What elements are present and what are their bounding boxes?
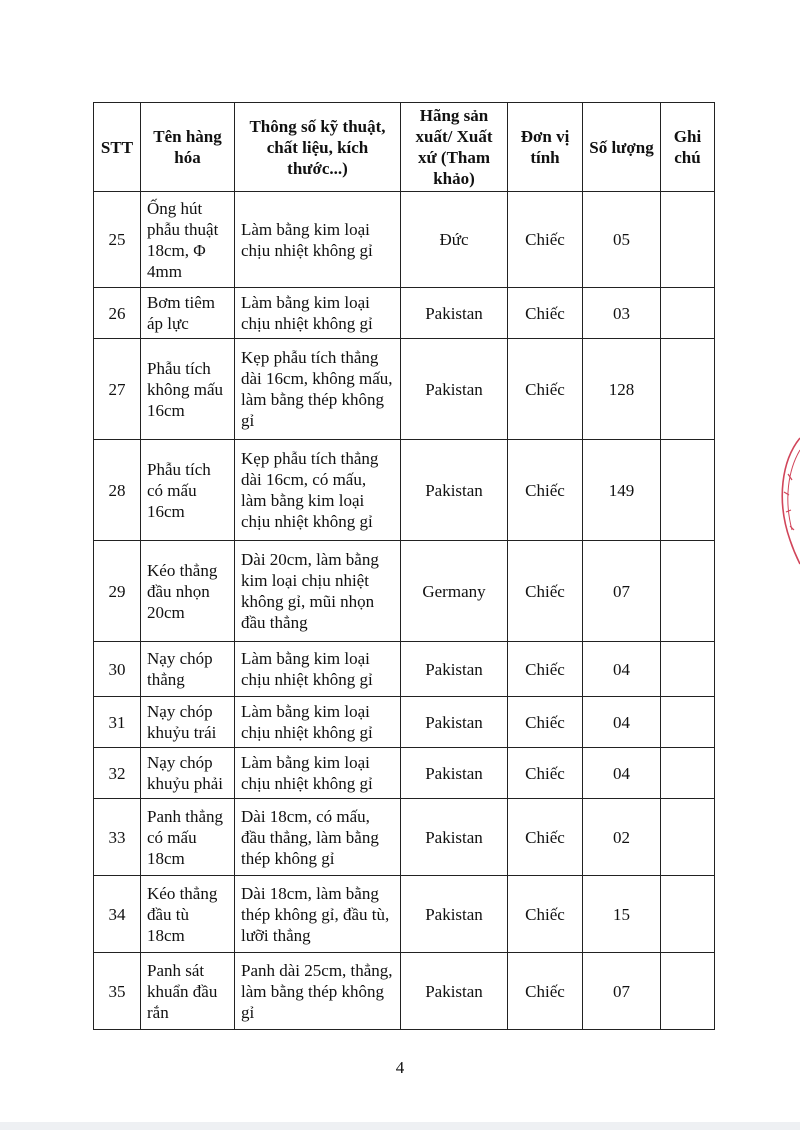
- header-name: Tên hàng hóa: [141, 103, 235, 192]
- cell-origin: Pakistan: [401, 642, 508, 697]
- cell-unit: Chiếc: [508, 339, 583, 440]
- cell-stt: 28: [94, 440, 141, 541]
- header-unit: Đơn vị tính: [508, 103, 583, 192]
- table-row: [94, 288, 715, 339]
- cell-note: [661, 440, 715, 541]
- cell-stt: 30: [94, 642, 141, 697]
- table-row: [94, 799, 715, 876]
- cell-note: [661, 799, 715, 876]
- cell-spec: Làm bằng kim loại chịu nhiệt không gỉ: [235, 288, 401, 339]
- cell-name: Nạy chóp khuỷu phải: [141, 748, 235, 799]
- equipment-table: [93, 102, 715, 1030]
- cell-quantity: 03: [583, 288, 661, 339]
- header-spec: Thông số kỹ thuật, chất liệu, kích thước...): [235, 103, 401, 192]
- cell-spec: Dài 20cm, làm bằng kim loại chịu nhiệt không gỉ, mũi nhọn đầu thẳng: [235, 541, 401, 642]
- cell-name: Kéo thẳng đầu tù 18cm: [141, 876, 235, 953]
- cell-spec: Làm bằng kim loại chịu nhiệt không gỉ: [235, 697, 401, 748]
- cell-note: [661, 642, 715, 697]
- cell-quantity: 05: [583, 192, 661, 288]
- cell-name: Panh thẳng có mấu 18cm: [141, 799, 235, 876]
- cell-stt: 29: [94, 541, 141, 642]
- cell-spec: Dài 18cm, có mấu, đầu thẳng, làm bằng thép không gỉ: [235, 799, 401, 876]
- cell-stt: 27: [94, 339, 141, 440]
- cell-name: Kéo thẳng đầu nhọn 20cm: [141, 541, 235, 642]
- cell-name: Nạy chóp khuỷu trái: [141, 697, 235, 748]
- table-row: [94, 440, 715, 541]
- table-row: [94, 541, 715, 642]
- table-row: [94, 642, 715, 697]
- cell-name: Ống hút phẫu thuật 18cm, Φ 4mm: [141, 192, 235, 288]
- cell-quantity: 04: [583, 642, 661, 697]
- cell-quantity: 07: [583, 953, 661, 1030]
- cell-spec: Làm bằng kim loại chịu nhiệt không gỉ: [235, 642, 401, 697]
- cell-note: [661, 288, 715, 339]
- cell-name: Panh sát khuẩn đầu rắn: [141, 953, 235, 1030]
- cell-origin: Đức: [401, 192, 508, 288]
- cell-unit: Chiếc: [508, 192, 583, 288]
- cell-origin: Pakistan: [401, 748, 508, 799]
- cell-note: [661, 541, 715, 642]
- cell-origin: Pakistan: [401, 799, 508, 876]
- scan-edge: [0, 1122, 800, 1130]
- cell-name: Phẫu tích không mấu 16cm: [141, 339, 235, 440]
- table-row: [94, 339, 715, 440]
- cell-stt: 26: [94, 288, 141, 339]
- table-row: [94, 697, 715, 748]
- cell-unit: Chiếc: [508, 288, 583, 339]
- cell-name: Nạy chóp thẳng: [141, 642, 235, 697]
- table-row: [94, 748, 715, 799]
- cell-quantity: 128: [583, 339, 661, 440]
- page-number: 4: [395, 1058, 405, 1077]
- cell-unit: Chiếc: [508, 876, 583, 953]
- cell-origin: Pakistan: [401, 876, 508, 953]
- table-row: [94, 876, 715, 953]
- cell-note: [661, 748, 715, 799]
- cell-stt: 25: [94, 192, 141, 288]
- cell-unit: Chiếc: [508, 440, 583, 541]
- header-row: [94, 103, 715, 192]
- cell-spec: Panh dài 25cm, thẳng, làm bằng thép không gỉ: [235, 953, 401, 1030]
- table-header: [94, 103, 715, 192]
- cell-quantity: 02: [583, 799, 661, 876]
- header-stt: STT: [94, 103, 141, 192]
- cell-unit: Chiếc: [508, 748, 583, 799]
- cell-note: [661, 953, 715, 1030]
- table-row: [94, 953, 715, 1030]
- cell-origin: Pakistan: [401, 288, 508, 339]
- cell-spec: Làm bằng kim loại chịu nhiệt không gỉ: [235, 748, 401, 799]
- cell-origin: Pakistan: [401, 339, 508, 440]
- cell-spec: Làm bằng kim loại chịu nhiệt không gỉ: [235, 192, 401, 288]
- cell-quantity: 04: [583, 748, 661, 799]
- cell-quantity: 07: [583, 541, 661, 642]
- equipment-table-container: [93, 102, 714, 1030]
- cell-unit: Chiếc: [508, 642, 583, 697]
- stamp-fragment: [770, 430, 800, 590]
- cell-note: [661, 697, 715, 748]
- cell-quantity: 15: [583, 876, 661, 953]
- cell-origin: Germany: [401, 541, 508, 642]
- cell-note: [661, 876, 715, 953]
- header-origin: Hãng sản xuất/ Xuất xứ (Tham khảo): [401, 103, 508, 192]
- cell-spec: Kẹp phẫu tích thẳng dài 16cm, không mấu, làm bằng thép không gỉ: [235, 339, 401, 440]
- cell-unit: Chiếc: [508, 697, 583, 748]
- cell-stt: 33: [94, 799, 141, 876]
- cell-origin: Pakistan: [401, 697, 508, 748]
- cell-stt: 35: [94, 953, 141, 1030]
- cell-origin: Pakistan: [401, 440, 508, 541]
- stamp-fragment-graphic: [770, 430, 800, 590]
- cell-name: Phẫu tích có mấu 16cm: [141, 440, 235, 541]
- cell-stt: 34: [94, 876, 141, 953]
- header-quantity: Số lượng: [583, 103, 661, 192]
- cell-stt: 32: [94, 748, 141, 799]
- cell-note: [661, 192, 715, 288]
- cell-unit: Chiếc: [508, 799, 583, 876]
- cell-unit: Chiếc: [508, 953, 583, 1030]
- cell-origin: Pakistan: [401, 953, 508, 1030]
- cell-stt: 31: [94, 697, 141, 748]
- table-row: [94, 192, 715, 288]
- cell-quantity: 149: [583, 440, 661, 541]
- table-body: [94, 192, 715, 1030]
- cell-note: [661, 339, 715, 440]
- cell-spec: Kẹp phẫu tích thẳng dài 16cm, có mấu, làm bằng kim loại chịu nhiệt không gỉ: [235, 440, 401, 541]
- cell-spec: Dài 18cm, làm bằng thép không gỉ, đầu tù, lưỡi thẳng: [235, 876, 401, 953]
- cell-name: Bơm tiêm áp lực: [141, 288, 235, 339]
- cell-unit: Chiếc: [508, 541, 583, 642]
- cell-quantity: 04: [583, 697, 661, 748]
- header-note: Ghi chú: [661, 103, 715, 192]
